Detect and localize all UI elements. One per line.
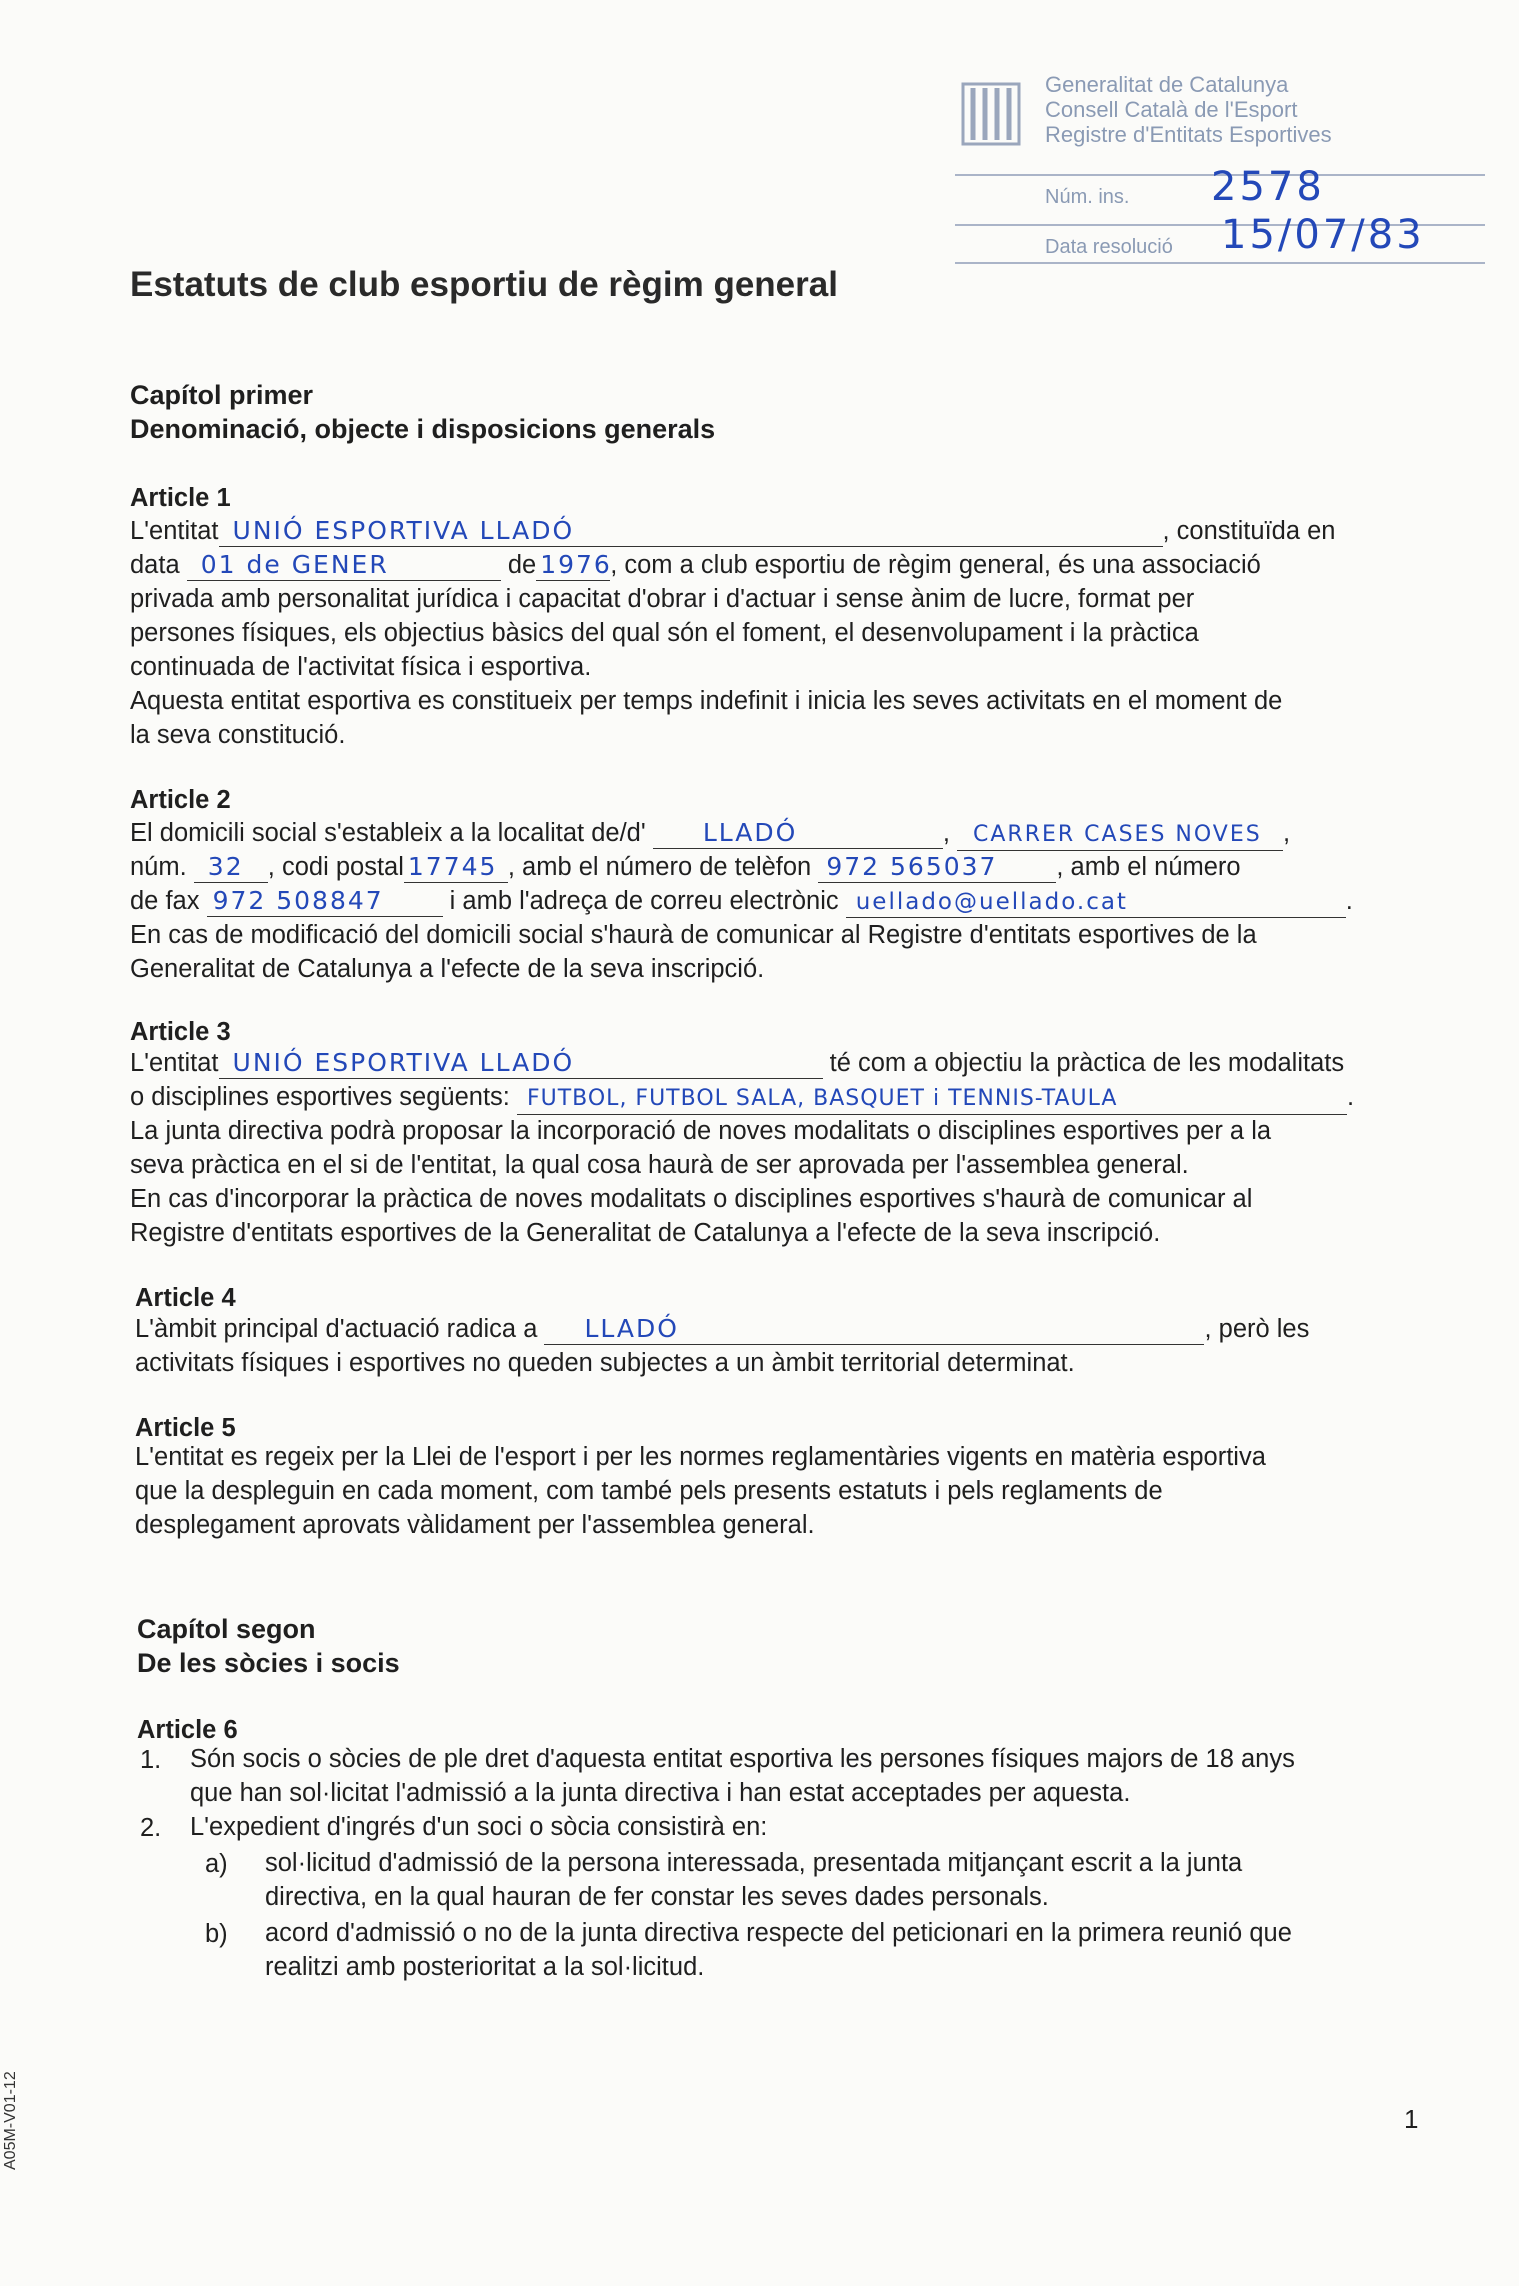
article-2-heading: Article 2: [130, 786, 231, 814]
article-5-heading: Article 5: [135, 1414, 236, 1442]
article-3-line-3: La junta directiva podrà proposar la incorporació de noves modalitats o disciplines esportives per a la: [130, 1117, 1272, 1145]
article-1-line-6: Aquesta entitat esportiva es constitueix per temps indefinit i inicia les seves activitats en el moment de: [130, 687, 1283, 715]
street-number-field: 32: [194, 852, 268, 883]
article-2-line-1: El domicili social s'estableix a la localitat de/d' LLADÓ , CARRER CASES NOVES ,: [130, 816, 1290, 851]
entity-name-field-2: UNIÓ ESPORTIVA LLADÓ: [219, 1048, 823, 1079]
article-3-line-6: Registre d'entitats esportives de la Generalitat de Catalunya a l'efecte de la seva inscripció.: [130, 1219, 1161, 1247]
entity-name-field: UNIÓ ESPORTIVA LLADÓ: [219, 516, 1163, 547]
list-item-number: 2.: [140, 1814, 162, 1842]
stamp-date-value: 15/07/83: [1221, 212, 1425, 258]
article-6-item-2-line-1: L'expedient d'ingrés d'un soci o sòcia consistirà en:: [190, 1813, 768, 1841]
article-1-line-1: L'entitat UNIÓ ESPORTIVA LLADÓ , constituïda en: [130, 516, 1336, 545]
article-4-line-1: L'àmbit principal d'actuació radica a LLADÓ , però les: [135, 1314, 1310, 1343]
article-3-line-1: L'entitat UNIÓ ESPORTIVA LLADÓ té com a objectiu la pràctica de les modalitats: [130, 1048, 1345, 1077]
stamp-line-2: Consell Català de l'Esport: [1045, 97, 1298, 122]
article-1-heading: Article 1: [130, 484, 231, 512]
stamp-date-label: Data resolució: [1045, 236, 1173, 258]
article-3-line-4: seva pràctica en el si de l'entitat, la qual cosa haurà de ser aprovada per l'assemblea general.: [130, 1151, 1189, 1179]
article-6-item-a-line-1: sol·licitud d'admissió de la persona interessada, presentada mitjançant escrit a la junta: [265, 1849, 1243, 1877]
phone-field: 972 565037: [818, 852, 1056, 883]
article-5-line-1: L'entitat es regeix per la Llei de l'esport i per les normes reglamentàries vigents en matèria esportiva: [135, 1443, 1266, 1471]
article-1-line-2: data 01 de GENER de 1976, com a club esportiu de règim general, és una associació: [130, 550, 1261, 579]
article-5-line-2: que la despleguin en cada moment, com també pels presents estatuts i pels reglaments de: [135, 1477, 1163, 1505]
form-code: A05M-V01-12: [2, 2071, 19, 2170]
street-field: CARRER CASES NOVES: [957, 820, 1283, 851]
chapter-1-heading: Capítol primer: [130, 380, 314, 410]
list-subitem-letter: b): [205, 1920, 228, 1948]
list-subitem-letter: a): [205, 1850, 228, 1878]
article-1-line-7: la seva constitució.: [130, 721, 346, 749]
article-1-line-5: continuada de l'activitat física i esportiva.: [130, 653, 592, 681]
article-6-item-b-line-2: realitzi amb posterioritat a la sol·licitud.: [265, 1953, 705, 1981]
article-1-line-4: persones físiques, els objectius bàsics del qual són el foment, el desenvolupament i la pràctica: [130, 619, 1199, 647]
article-6-item-1-line-2: que han sol·licitat l'admissió a la junta directiva i han estat acceptades per aquesta.: [190, 1779, 1131, 1807]
scope-field: LLADÓ: [544, 1314, 1204, 1345]
article-2-line-3: de fax 972 508847 i amb l'adreça de correu electrònic uellado@uellado.cat .: [130, 884, 1353, 918]
page-number: 1: [1404, 2104, 1419, 2134]
article-5-line-3: desplegament aprovats vàlidament per l'assemblea general.: [135, 1511, 815, 1539]
article-3-heading: Article 3: [130, 1018, 231, 1046]
article-2-line-5: Generalitat de Catalunya a l'efecte de la seva inscripció.: [130, 955, 765, 983]
chapter-2-subheading: De les sòcies i socis: [137, 1648, 400, 1678]
article-6-heading: Article 6: [137, 1716, 238, 1744]
email-field: uellado@uellado.cat: [846, 887, 1346, 918]
stamp-num-label: Núm. ins.: [1045, 186, 1130, 208]
list-item-number: 1.: [140, 1746, 162, 1774]
chapter-1-subheading: Denominació, objecte i disposicions generals: [130, 414, 716, 444]
article-3-line-2: o disciplines esportives següents: FUTBOL, FUTBOL SALA, BASQUET i TENNIS-TAULA .: [130, 1080, 1354, 1115]
article-4-heading: Article 4: [135, 1284, 236, 1312]
disciplines-field: FUTBOL, FUTBOL SALA, BASQUET i TENNIS-TAULA: [517, 1084, 1347, 1115]
founding-year-field: 1976: [536, 550, 610, 581]
generalitat-seal-icon: [959, 78, 1029, 148]
stamp-line-3: Registre d'Entitats Esportives: [1045, 122, 1332, 147]
locality-field: LLADÓ: [653, 818, 943, 849]
stamp-line-1: Generalitat de Catalunya: [1045, 72, 1289, 97]
fax-field: 972 508847: [207, 886, 443, 917]
document-title: Estatuts de club esportiu de règim general: [130, 265, 838, 304]
article-6-item-1-line-1: Són socis o sòcies de ple dret d'aquesta entitat esportiva les persones físiques majors de 18 anys: [190, 1745, 1295, 1773]
chapter-2-heading: Capítol segon: [137, 1614, 316, 1644]
article-6-item-a-line-2: directiva, en la qual hauran de fer constar les seves dades personals.: [265, 1883, 1049, 1911]
registry-stamp: [955, 64, 1485, 264]
article-4-line-2: activitats físiques i esportives no queden subjectes a un àmbit territorial determinat.: [135, 1349, 1075, 1377]
article-6-item-b-line-1: acord d'admissió o no de la junta directiva respecte del peticionari en la primera reunió que: [265, 1919, 1292, 1947]
article-3-line-5: En cas d'incorporar la pràctica de noves modalitats o disciplines esportives s'haurà de comunicar al: [130, 1185, 1253, 1213]
article-2-line-4: En cas de modificació del domicili social s'haurà de comunicar al Registre d'entitats esportives de la: [130, 921, 1257, 949]
stamp-num-value: 2578: [1211, 164, 1325, 210]
founding-date-field: 01 de GENER: [187, 550, 501, 581]
postal-code-field: 17745: [404, 852, 508, 883]
article-1-line-3: privada amb personalitat jurídica i capacitat d'obrar i d'actuar i sense ànim de lucre, format per: [130, 585, 1195, 613]
article-2-line-2: núm. 32 , codi postal 17745 , amb el número de telèfon 972 565037 , amb el número: [130, 852, 1241, 881]
